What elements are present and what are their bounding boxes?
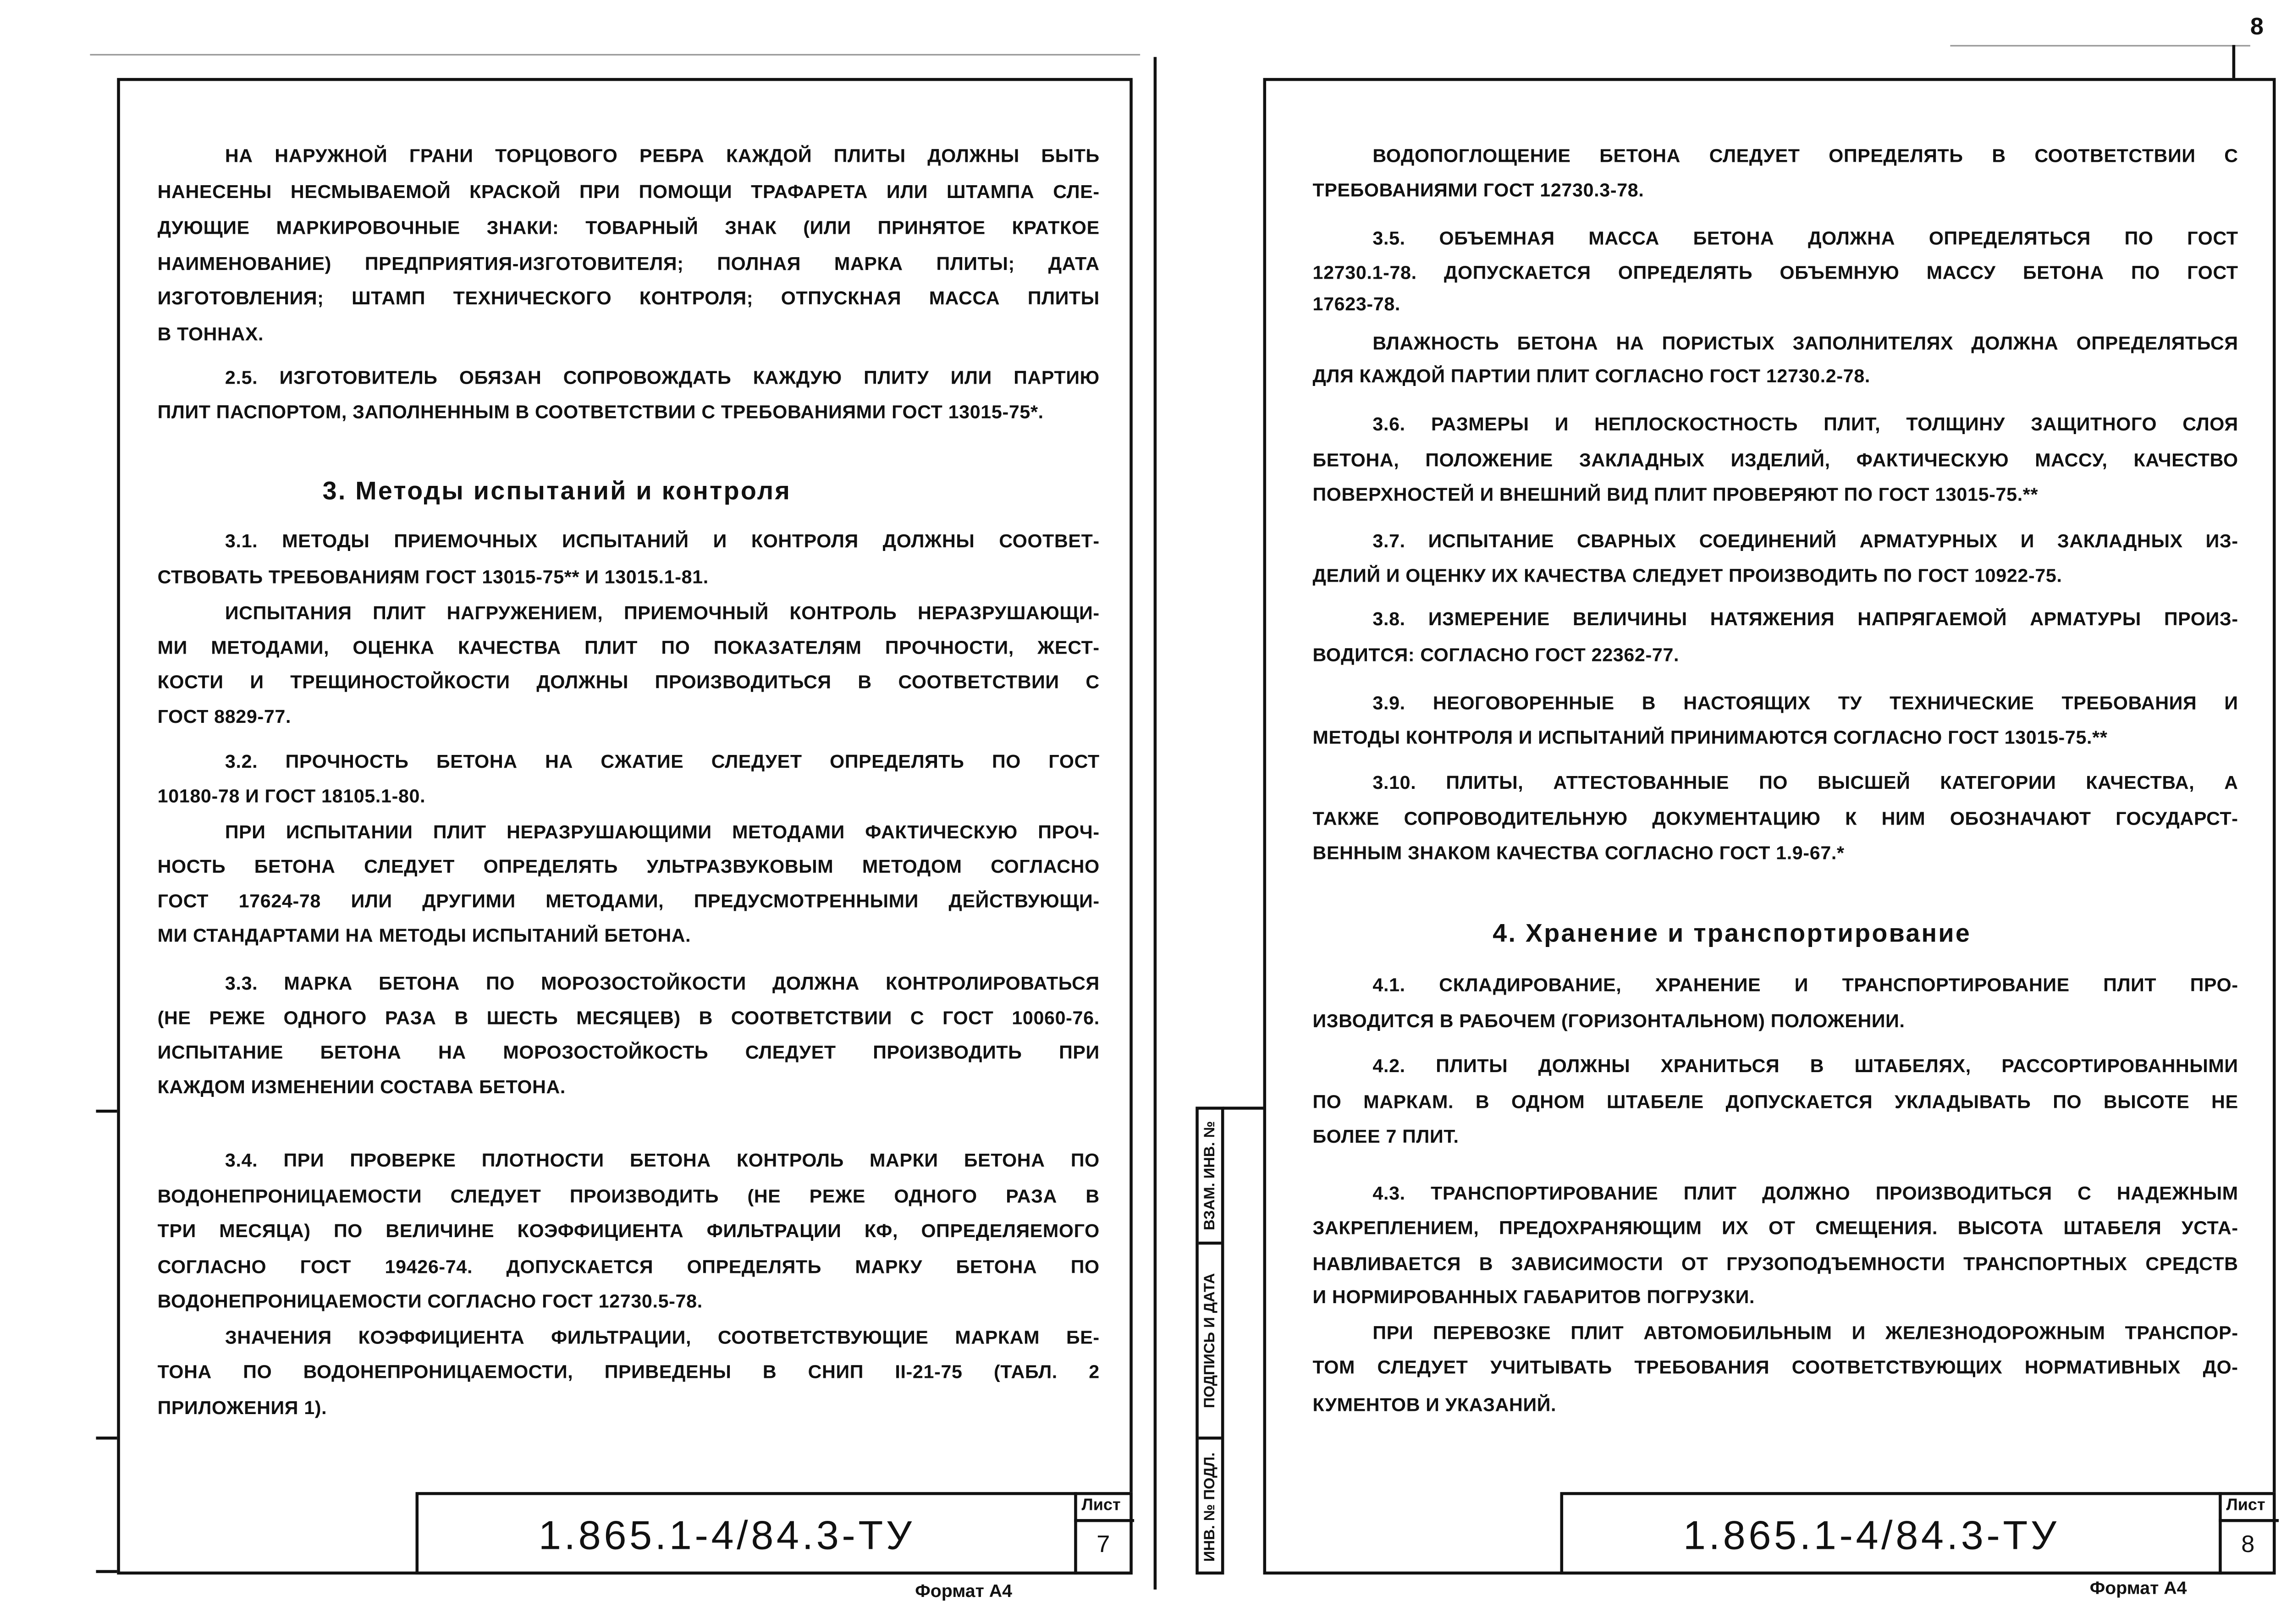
paragraph-1-line: В ТОННАХ. <box>157 324 264 345</box>
scan-edge-line <box>90 54 1140 55</box>
paragraph-6-line: ВОДИТСЯ: СОГЛАСНО ГОСТ 22362-77. <box>1312 644 1680 666</box>
sheet-label: Лист <box>1081 1496 1121 1515</box>
paragraph-8-line: 3.10. ПЛИТЫ, АТТЕСТОВАННЫЕ ПО ВЫСШЕЙ КАТЕГОРИИ КАЧЕСТВА, А <box>1372 772 2238 793</box>
stamp-connector <box>1223 1107 1263 1110</box>
paragraph-3-line: СТВОВАТЬ ТРЕБОВАНИЯМ ГОСТ 13015-75** И 13015.1-81. <box>157 567 709 588</box>
paragraph-10-line: ПО МАРКАМ. В ОДНОМ ШТАБЕЛЕ ДОПУСКАЕТСЯ УКЛАДЫВАТЬ ПО ВЫСОТЕ НЕ <box>1312 1091 2238 1113</box>
paragraph-8-line: ТАКЖЕ СОПРОВОДИТЕЛЬНУЮ ДОКУМЕНТАЦИЮ К НИМ ОБОЗНАЧАЮТ ГОСУДАРСТ- <box>1312 808 2238 830</box>
document-code: 1.865.1-4/84.3-ТУ <box>1683 1513 2060 1558</box>
paragraph-11-line: И НОРМИРОВАННЫХ ГАБАРИТОВ ПОГРУЗКИ. <box>1312 1286 1755 1308</box>
paragraph-2-line: 17623-78. <box>1312 294 1401 315</box>
title-block-divider <box>2219 1519 2279 1522</box>
paragraph-11-line: ЗАКРЕПЛЕНИЕМ, ПРЕДОХРАНЯЮЩИМ ИХ ОТ СМЕЩЕНИЯ. ВЫСОТА ШТАБЕЛЯ УСТА- <box>1312 1217 2238 1239</box>
paragraph-9-line: ИЗВОДИТСЯ В РАБОЧЕМ (ГОРИЗОНТАЛЬНОМ) ПОЛОЖЕНИИ. <box>1312 1010 1905 1032</box>
right-section-heading: 4. Хранение и транспортирование <box>1493 919 1972 948</box>
paragraph-2-line: 3.5. ОБЪЕМНАЯ МАССА БЕТОНА ДОЛЖНА ОПРЕДЕЛЯТЬСЯ ПО ГОСТ <box>1372 228 2238 249</box>
paragraph-7-line: 3.3. МАРКА БЕТОНА ПО МОРОЗОСТОЙКОСТИ ДОЛЖНА КОНТРОЛИРОВАТЬСЯ <box>225 973 1100 995</box>
paragraph-3-line: 3.1. МЕТОДЫ ПРИЕМОЧНЫХ ИСПЫТАНИЙ И КОНТРОЛЯ ДОЛЖНЫ СООТВЕТ- <box>225 531 1100 552</box>
top-sheet-box-line <box>2232 45 2235 78</box>
paragraph-1-line: НАНЕСЕНЫ НЕСМЫВАЕМОЙ КРАСКОЙ ПРИ ПОМОЩИ ТРАФАРЕТА ИЛИ ШТАМПА СЛЕ- <box>157 181 1100 203</box>
paragraph-5-line: ДЕЛИЙ И ОЦЕНКУ ИХ КАЧЕСТВА СЛЕДУЕТ ПРОИЗВОДИТЬ ПО ГОСТ 10922-75. <box>1312 565 2062 587</box>
paragraph-10-line: 4.2. ПЛИТЫ ДОЛЖНЫ ХРАНИТЬСЯ В ШТАБЕЛЯХ, РАССОРТИРОВАННЫМИ <box>1372 1056 2238 1077</box>
approval-stamp-strip <box>1196 1107 1224 1574</box>
paragraph-7-line: МЕТОДЫ КОНТРОЛЯ И ИСПЫТАНИЙ ПРИНИМАЮТСЯ СОГЛАСНО ГОСТ 13015-75.** <box>1312 727 2108 749</box>
paragraph-6-line: НОСТЬ БЕТОНА СЛЕДУЕТ ОПРЕДЕЛЯТЬ УЛЬТРАЗВУКОВЫМ МЕТОДОМ СОГЛАСНО <box>157 856 1100 877</box>
paragraph-7-line: ИСПЫТАНИЕ БЕТОНА НА МОРОЗОСТОЙКОСТЬ СЛЕДУЕТ ПРОИЗВОДИТЬ ПРИ <box>157 1042 1100 1063</box>
top-sheet-number: 8 <box>2250 15 2264 41</box>
title-block-divider <box>2219 1492 2222 1574</box>
paragraph-4-line: ИСПЫТАНИЯ ПЛИТ НАГРУЖЕНИЕМ, ПРИЕМОЧНЫЙ КОНТРОЛЬ НЕРАЗРУШАЮЩИ- <box>225 603 1100 624</box>
paragraph-8-line: СОГЛАСНО ГОСТ 19426-74. ДОПУСКАЕТСЯ ОПРЕДЕЛЯТЬ МАРКУ БЕТОНА ПО <box>157 1256 1100 1278</box>
sheet-number: 8 <box>2241 1532 2255 1558</box>
paragraph-4-line: МИ МЕТОДАМИ, ОЦЕНКА КАЧЕСТВА ПЛИТ ПО ПОКАЗАТЕЛЯМ ПРОЧНОСТИ, ЖЕСТ- <box>157 637 1100 659</box>
paragraph-3-line: ДЛЯ КАЖДОЙ ПАРТИИ ПЛИТ СОГЛАСНО ГОСТ 12730.2-78. <box>1312 366 1871 387</box>
paragraph-12-line: ТОМ СЛЕДУЕТ УЧИТЫВАТЬ ТРЕБОВАНИЯ СООТВЕТСТВУЮЩИХ НОРМАТИВНЫХ ДО- <box>1312 1357 2238 1378</box>
paragraph-7-line: (НЕ РЕЖЕ ОДНОГО РАЗА В ШЕСТЬ МЕСЯЦЕВ) В СООТВЕТСТВИИ С ГОСТ 10060-76. <box>157 1007 1100 1029</box>
paragraph-1-line: ДУЮЩИЕ МАРКИРОВОЧНЫЕ ЗНАКИ: ТОВАРНЫЙ ЗНАК (ИЛИ ПРИНЯТОЕ КРАТКОЕ <box>157 217 1100 239</box>
paragraph-6-line: ПРИ ИСПЫТАНИИ ПЛИТ НЕРАЗРУШАЮЩИМИ МЕТОДАМИ ФАКТИЧЕСКУЮ ПРОЧ- <box>225 821 1100 843</box>
paragraph-6-line: 3.8. ИЗМЕРЕНИЕ ВЕЛИЧИНЫ НАТЯЖЕНИЯ НАПРЯГАЕМОЙ АРМАТУРЫ ПРОИЗ- <box>1372 609 2238 630</box>
paragraph-8-line: 3.4. ПРИ ПРОВЕРКЕ ПЛОТНОСТИ БЕТОНА КОНТРОЛЬ МАРКИ БЕТОНА ПО <box>225 1150 1100 1172</box>
paragraph-1-line: НА НАРУЖНОЙ ГРАНИ ТОРЦОВОГО РЕБРА КАЖДОЙ ПЛИТЫ ДОЛЖНЫ БЫТЬ <box>225 145 1100 167</box>
paragraph-8-line: ТРИ МЕСЯЦА) ПО ВЕЛИЧИНЕ КОЭФФИЦИЕНТА ФИЛЬТРАЦИИ КФ, ОПРЕДЕЛЯЕМОГО <box>157 1221 1100 1242</box>
paragraph-8-line: ВОДОНЕПРОНИЦАЕМОСТИ СОГЛАСНО ГОСТ 12730.5-78. <box>157 1291 703 1312</box>
paragraph-10-line: БОЛЕЕ 7 ПЛИТ. <box>1312 1126 1459 1147</box>
scan-edge-line <box>1950 45 2250 46</box>
paragraph-5-line: 3.7. ИСПЫТАНИЕ СВАРНЫХ СОЕДИНЕНИЙ АРМАТУРНЫХ И ЗАКЛАДНЫХ ИЗ- <box>1372 531 2238 552</box>
paragraph-2-line: 2.5. ИЗГОТОВИТЕЛЬ ОБЯЗАН СОПРОВОЖДАТЬ КАЖДУЮ ПЛИТУ ИЛИ ПАРТИЮ <box>225 367 1100 389</box>
paragraph-8-line: ВОДОНЕПРОНИЦАЕМОСТИ СЛЕДУЕТ ПРОИЗВОДИТЬ (НЕ РЕЖЕ ОДНОГО РАЗА В <box>157 1186 1100 1207</box>
stamp-inv-podl <box>1199 1440 1221 1574</box>
stamp-label: ПОДПИСЬ И ДАТА <box>1201 1273 1218 1409</box>
paragraph-1-line: НАИМЕНОВАНИЕ) ПРЕДПРИЯТИЯ-ИЗГОТОВИТЕЛЯ; ПОЛНАЯ МАРКА ПЛИТЫ; ДАТА <box>157 253 1100 275</box>
title-block-divider <box>1074 1492 1077 1574</box>
paragraph-12-line: ПРИ ПЕРЕВОЗКЕ ПЛИТ АВТОМОБИЛЬНЫМ И ЖЕЛЕЗНОДОРОЖНЫМ ТРАНСПОР- <box>1372 1322 2238 1344</box>
paragraph-9-line: ТОНА ПО ВОДОНЕПРОНИЦАЕМОСТИ, ПРИВЕДЕНЫ В СНИП II-21-75 (ТАБЛ. 2 <box>157 1361 1100 1383</box>
paragraph-4-line: КОСТИ И ТРЕЩИНОСТОЙКОСТИ ДОЛЖНЫ ПРОИЗВОДИТЬСЯ В СООТВЕТСТВИИ С <box>157 672 1100 693</box>
paragraph-4-line: ПОВЕРХНОСТЕЙ И ВНЕШНИЙ ВИД ПЛИТ ПРОВЕРЯЮТ ПО ГОСТ 13015-75.** <box>1312 484 2039 506</box>
paragraph-7-line: 3.9. НЕОГОВОРЕННЫЕ В НАСТОЯЩИХ ТУ ТЕХНИЧЕСКИЕ ТРЕБОВАНИЯ И <box>1372 693 2238 714</box>
paragraph-5-line: 10180-78 И ГОСТ 18105.1-80. <box>157 786 426 807</box>
paragraph-1-line: ВОДОПОГЛОЩЕНИЕ БЕТОНА СЛЕДУЕТ ОПРЕДЕЛЯТЬ В СООТВЕТСТВИИ С <box>1372 145 2238 167</box>
paragraph-6-line: МИ СТАНДАРТАМИ НА МЕТОДЫ ИСПЫТАНИЙ БЕТОНА. <box>157 925 691 947</box>
stamp-label: ВЗАМ. ИНВ. № <box>1201 1121 1218 1230</box>
title-block-divider <box>1074 1519 1134 1522</box>
paragraph-11-line: 4.3. ТРАНСПОРТИРОВАНИЕ ПЛИТ ДОЛЖНО ПРОИЗВОДИТЬСЯ С НАДЕЖНЫМ <box>1372 1183 2238 1205</box>
sheet-label: Лист <box>2226 1496 2265 1515</box>
paragraph-6-line: ГОСТ 17624-78 ИЛИ ДРУГИМИ МЕТОДАМИ, ПРЕДУСМОТРЕННЫМИ ДЕЙСТВУЮЩИ- <box>157 891 1100 912</box>
paragraph-4-line: ГОСТ 8829-77. <box>157 706 292 727</box>
paragraph-1-line: ТРЕБОВАНИЯМИ ГОСТ 12730.3-78. <box>1312 180 1644 201</box>
format-label: Формат А4 <box>915 1580 1012 1602</box>
paragraph-4-line: 3.6. РАЗМЕРЫ И НЕПЛОСКОСТНОСТЬ ПЛИТ, ТОЛЩИНУ ЗАЩИТНОГО СЛОЯ <box>1372 413 2238 435</box>
paragraph-12-line: КУМЕНТОВ И УКАЗАНИЙ. <box>1312 1394 1557 1416</box>
paragraph-1-line: ИЗГОТОВЛЕНИЯ; ШТАМП ТЕХНИЧЕСКОГО КОНТРОЛЯ; ОТПУСКНАЯ МАССА ПЛИТЫ <box>157 288 1100 309</box>
paragraph-2-line: ПЛИТ ПАСПОРТОМ, ЗАПОЛНЕННЫМ В СООТВЕТСТВИИ С ТРЕБОВАНИЯМИ ГОСТ 13015-75*. <box>157 402 1044 423</box>
paragraph-2-line: 12730.1-78. ДОПУСКАЕТСЯ ОПРЕДЕЛЯТЬ ОБЪЕМНУЮ МАССУ БЕТОНА ПО ГОСТ <box>1312 262 2238 284</box>
paragraph-5-line: 3.2. ПРОЧНОСТЬ БЕТОНА НА СЖАТИЕ СЛЕДУЕТ ОПРЕДЕЛЯТЬ ПО ГОСТ <box>225 751 1100 772</box>
paragraph-9-line: ПРИЛОЖЕНИЯ 1). <box>157 1398 327 1419</box>
left-title-block <box>416 1492 1133 1574</box>
document-code: 1.865.1-4/84.3-ТУ <box>538 1513 915 1558</box>
stamp-vzam-inv <box>1199 1110 1221 1244</box>
stamp-podpis-data <box>1199 1244 1221 1439</box>
center-divider <box>1154 57 1156 1589</box>
paragraph-7-line: КАЖДОМ ИЗМЕНЕНИИ СОСТАВА БЕТОНА. <box>157 1076 566 1098</box>
left-section-heading: 3. Методы испытаний и контроля <box>322 477 792 506</box>
right-title-block <box>1560 1492 2276 1574</box>
paragraph-3-line: ВЛАЖНОСТЬ БЕТОНА НА ПОРИСТЫХ ЗАПОЛНИТЕЛЯХ ДОЛЖНА ОПРЕДЕЛЯТЬСЯ <box>1372 333 2238 354</box>
paragraph-9-line: 4.1. СКЛАДИРОВАНИЕ, ХРАНЕНИЕ И ТРАНСПОРТИРОВАНИЕ ПЛИТ ПРО- <box>1372 974 2238 996</box>
stamp-label: ИНВ. № ПОДЛ. <box>1201 1452 1218 1562</box>
format-label: Формат А4 <box>2089 1577 2187 1599</box>
paragraph-9-line: ЗНАЧЕНИЯ КОЭФФИЦИЕНТА ФИЛЬТРАЦИИ, СООТВЕТСТВУЮЩИЕ МАРКАМ БЕ- <box>225 1327 1100 1349</box>
paragraph-8-line: ВЕННЫМ ЗНАКОМ КАЧЕСТВА СОГЛАСНО ГОСТ 1.9-67.* <box>1312 842 1845 864</box>
sheet-number: 7 <box>1096 1532 1110 1558</box>
margin-tick <box>96 1570 117 1572</box>
paragraph-4-line: БЕТОНА, ПОЛОЖЕНИЕ ЗАКЛАДНЫХ ИЗДЕЛИЙ, ФАКТИЧЕСКУЮ МАССУ, КАЧЕСТВО <box>1312 450 2238 471</box>
paragraph-11-line: НАВЛИВАЕТСЯ В ЗАВИСИМОСТИ ОТ ГРУЗОПОДЪЕМНОСТИ ТРАНСПОРТНЫХ СРЕДСТВ <box>1312 1253 2238 1275</box>
margin-tick <box>96 1437 117 1439</box>
margin-tick <box>96 1110 117 1112</box>
